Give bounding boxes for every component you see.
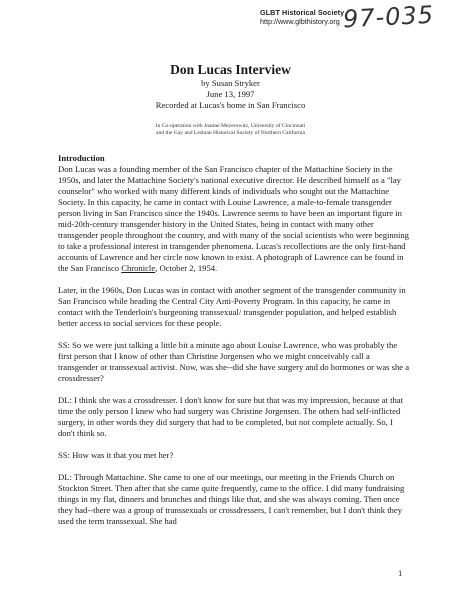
paragraph-later-1960s: Later, in the 1960s, Don Lucas was in contact with another segment of the transgender community in San Francisco while heading the Central City Anti-Poverty Program. In this capacity, he came in contact with the Tenderloin's burgeoning transsexual/ transgender population, and helped establish better access to social services for these people. <box>58 285 406 328</box>
introduction-heading: Introduction <box>58 153 105 163</box>
paragraph-ss-question-2: SS: How was it that you met her? <box>58 450 174 460</box>
chronicle-title: Chronicle <box>121 263 156 273</box>
paragraph-dl-answer-1: DL: I think she was a crossdresser. I don't know for sure but that was my impression, because at that time the only person I knew who had surgery was Christine Jorgensen. The others had self-inflicted surgery, in other words they did surgery that had to be completed, but not complete actually. So, I don't think so. <box>58 395 403 438</box>
author-line: by Susan Stryker <box>201 78 260 88</box>
paragraph-ss-question-1: SS: So we were just talking a little bit a minute ago about Louise Lawrence, who was probably the first person that I know of other than Christine Jorgensen who we might conceivably call a transgender or transsexual activist. Now, was she--did she have surgery and do hormones or was she a crossdresser? <box>58 340 410 383</box>
archive-url: http://www.glbthistory.org <box>260 17 340 26</box>
intro-text-part-2: , October 2, 1954. <box>155 263 218 273</box>
cooperation-note <box>0 123 461 137</box>
handwritten-accession-number: 97-035 <box>342 0 435 34</box>
intro-text-part-1: Don Lucas was a founding member of the San Francisco chapter of the Mattachine Society in the 1950s, and later the Mattachine Society's national executive director. He described himself as a "lay counselor" who worked with many different kinds of individuals who sought out the Mattachine Society. In this capacity, he came in contact with Louise Lawrence, a male-to-female transgender person living in San Francisco since the 1940s. Lawrence seems to have been an important figure in mid-20th-century transgender history in the United States, being in contact with many other transgender people throughout the country, and with many of the social scientists who were beginning to take a professional interest in transgender phenomena. Lucas's recollections are the only first-hand accounts of Lawrence and her circle now known to exist. A photograph of Lawrence can be found in the San Francisco <box>58 164 409 273</box>
cooperation-line-1: In Co-operation with Joanne Meyerowitz, University of Cincinnati <box>155 123 306 129</box>
introduction-paragraph <box>58 153 410 274</box>
document-title: Don Lucas Interview <box>170 62 291 77</box>
byline-block <box>0 78 461 111</box>
page-number: 1 <box>398 568 403 578</box>
document-body <box>58 153 410 538</box>
cooperation-line-2: and the Gay and Lesbian Historical Society of Northern California <box>156 130 305 136</box>
archive-stamp <box>260 8 344 26</box>
date-line: June 13, 1997 <box>206 89 255 99</box>
archive-org: GLBT Historical Society <box>260 8 345 17</box>
location-line: Recorded at Lucas's home in San Francisco <box>155 100 306 110</box>
paragraph-dl-answer-2: DL: Through Mattachine. She came to one of our meetings, our meeting in the Friends Church on Stockton Street. Then after that she came quite frequently, came to the office. I did many fundraising things in my flat, dinners and brunches and things like that, and she was always coming. Then once they had--there was a group of transsexuals or crossdressers, I can't remember, but I don't think they used the term transsexual. She had <box>58 472 405 526</box>
